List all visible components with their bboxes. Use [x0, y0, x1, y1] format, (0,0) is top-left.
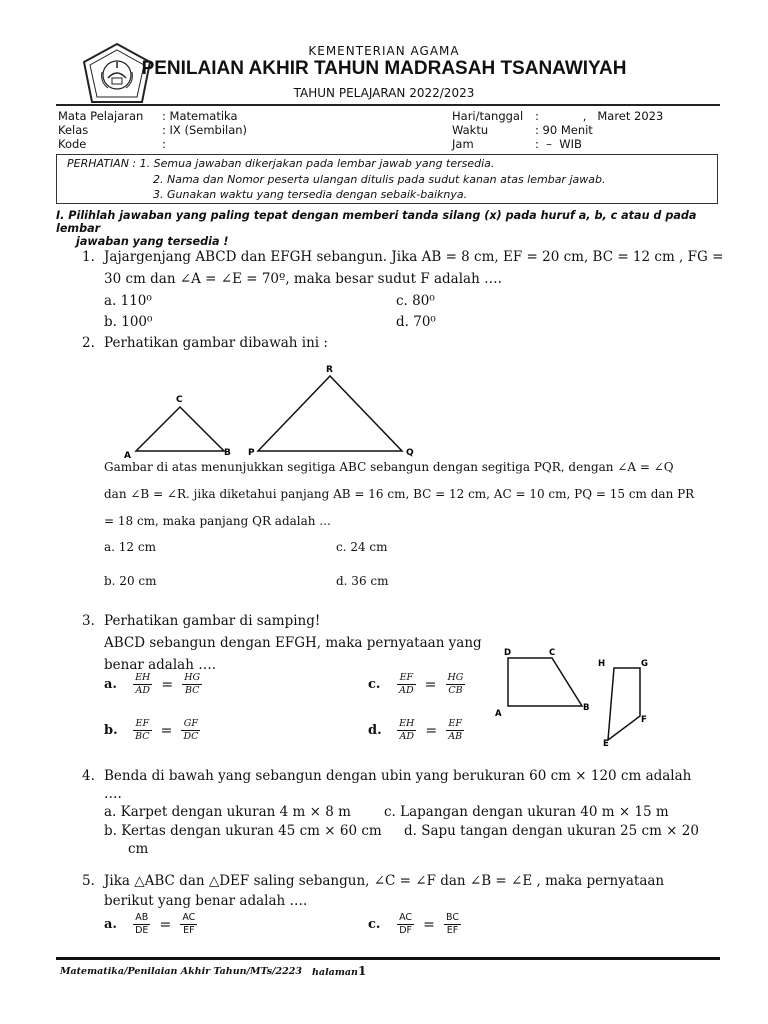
quad-efgh — [608, 668, 640, 740]
vertex-a: A — [124, 451, 131, 460]
q2-option-a: a. 12 cm — [104, 540, 156, 554]
time-label: Waktu — [452, 123, 489, 137]
q2-intro: Perhatikan gambar dibawah ini : — [104, 335, 328, 351]
vertex-d: D — [504, 648, 512, 658]
vertex-h: H — [598, 659, 606, 669]
q2-triangles-figure — [118, 360, 428, 460]
q1-number: 1. — [82, 249, 95, 265]
footer-divider — [56, 957, 720, 960]
hour-value: : – WIB — [535, 137, 582, 151]
q5-option-c: c. $\frac{AC}{DF}$ = $\frac{BC}{EF}$ — [368, 912, 459, 936]
q4-option-c: c. Lapangan dengan ukuran 40 m × 15 m — [384, 804, 669, 820]
ministry-name: KEMENTERIAN AGAMA — [308, 44, 460, 58]
page-number: halaman1 — [312, 964, 367, 978]
q1-line-1: Jajargenjang ABCD dan EFGH sebangun. Jika AB = 8 cm, EF = 20 cm, BC = 12 cm , FG = — [104, 249, 724, 265]
vertex-c2: C — [549, 648, 556, 658]
q2-line-1: Gambar di atas menunjukkan segitiga ABC sebangun dengan segitiga PQR, dengan ∠A = ∠Q — [104, 460, 674, 474]
vertex-p: P — [248, 448, 255, 458]
q4-option-d-cont: cm — [128, 841, 149, 857]
vertex-b: B — [224, 448, 231, 458]
vertex-c: C — [176, 395, 183, 405]
time-value: : 90 Menit — [535, 123, 593, 137]
q5-option-a: a. $\frac{AB}{DE}$ = $\frac{AC}{EF}$ — [104, 912, 196, 936]
q2-number: 2. — [82, 335, 95, 351]
q1-option-c: c. 80⁰ — [396, 293, 435, 309]
section-line-1: I. Pilihlah jawaban yang paling tepat dengan memberi tanda silang (x) pada huruf a, b, c atau d pada lembar — [56, 209, 697, 235]
date-value: : , Maret 2023 — [535, 109, 664, 123]
q3-option-c: c. $\frac{EF}{AD}$ = $\frac{HG}{CB}$ — [368, 672, 464, 696]
q3-option-a: a. $\frac{EH}{AD}$ = $\frac{HG}{BC}$ — [104, 672, 201, 696]
q2-option-c: c. 24 cm — [336, 540, 388, 554]
q5-number: 5. — [82, 873, 95, 889]
q5-line-1: Jika △ABC dan △DEF saling sebangun, ∠C = ∠F dan ∠B = ∠E , maka pernyataan — [104, 873, 665, 889]
subject-label: Mata Pelajaran — [58, 109, 144, 123]
code-value: : — [162, 137, 166, 151]
vertex-f: F — [641, 715, 647, 725]
q2-option-d: d. 36 cm — [336, 574, 389, 588]
hour-label: Jam — [452, 137, 474, 151]
q1-option-b: b. 100⁰ — [104, 314, 153, 330]
notice-line-2: 2. Nama dan Nomor peserta ulangan ditulis pada sudut kanan atas lembar jawab. — [153, 173, 606, 186]
triangle-abc — [136, 407, 224, 451]
class-value: : IX (Sembilan) — [162, 123, 248, 137]
exam-title: PENILAIAN AKHIR TAHUN MADRASAH TSANAWIYAH — [141, 58, 627, 79]
q1-option-a: a. 110⁰ — [104, 293, 152, 309]
quad-abcd — [508, 658, 582, 706]
class-label: Kelas — [58, 123, 89, 137]
notice-box — [56, 154, 718, 204]
triangle-pqr — [258, 376, 402, 451]
date-label: Hari/tanggal — [452, 109, 524, 123]
q2-line-2: dan ∠B = ∠R. jika diketahui panjang AB = 16 cm, BC = 12 cm, AC = 10 cm, PQ = 15 cm dan PR — [104, 487, 695, 501]
q4-line-2: …. — [104, 786, 122, 802]
vertex-e: E — [603, 739, 609, 749]
q3-option-d: d. $\frac{EH}{AD}$ = $\frac{EF}{AB}$ — [368, 718, 463, 742]
q5-line-2: berikut yang benar adalah …. — [104, 893, 308, 909]
vertex-b2: B — [583, 703, 590, 713]
q4-number: 4. — [82, 768, 95, 784]
subject-value: : Matematika — [162, 109, 238, 123]
q3-option-b: b. $\frac{EF}{BC}$ = $\frac{GF}{DC}$ — [104, 718, 199, 742]
q3-line-1: Perhatikan gambar di samping! — [104, 613, 321, 629]
q4-option-b: b. Kertas dengan ukuran 45 cm × 60 cm — [104, 823, 382, 839]
q4-option-a: a. Karpet dengan ukuran 4 m × 8 m — [104, 804, 351, 820]
section-line-2: jawaban yang tersedia ! — [76, 235, 229, 248]
q3-line-2: ABCD sebangun dengan EFGH, maka pernyataan yang — [104, 635, 482, 651]
vertex-r: R — [326, 365, 333, 375]
q1-line-2: 30 cm dan ∠A = ∠E = 70º, maka besar sudut F adalah …. — [104, 271, 502, 287]
school-year: TAHUN PELAJARAN 2022/2023 — [293, 86, 475, 100]
q3-number: 3. — [82, 613, 95, 629]
notice-line-1: PERHATIAN : 1. Semua jawaban dikerjakan pada lembar jawab yang tersedia. — [67, 157, 495, 170]
q2-option-b: b. 20 cm — [104, 574, 157, 588]
q3-line-3: benar adalah …. — [104, 657, 217, 673]
vertex-q: Q — [406, 448, 414, 458]
q2-line-3: = 18 cm, maka panjang QR adalah ... — [104, 514, 331, 528]
footer-label: Matematika/Penilaian Akhir Tahun/MTs/2223 — [60, 966, 302, 977]
q4-line-1: Benda di bawah yang sebangun dengan ubin yang berukuran 60 cm × 120 cm adalah — [104, 768, 692, 784]
vertex-a2: A — [495, 709, 502, 719]
q1-option-d: d. 70⁰ — [396, 314, 436, 330]
section-instructions — [56, 209, 726, 248]
q3-quadrilaterals-figure — [490, 646, 660, 750]
vertex-g: G — [641, 659, 648, 669]
q4-option-d: d. Sapu tangan dengan ukuran 25 cm × 20 — [404, 823, 699, 839]
notice-line-3: 3. Gunakan waktu yang tersedia dengan sebaik-baiknya. — [153, 188, 468, 201]
code-label: Kode — [58, 137, 87, 151]
header-divider — [56, 104, 720, 106]
